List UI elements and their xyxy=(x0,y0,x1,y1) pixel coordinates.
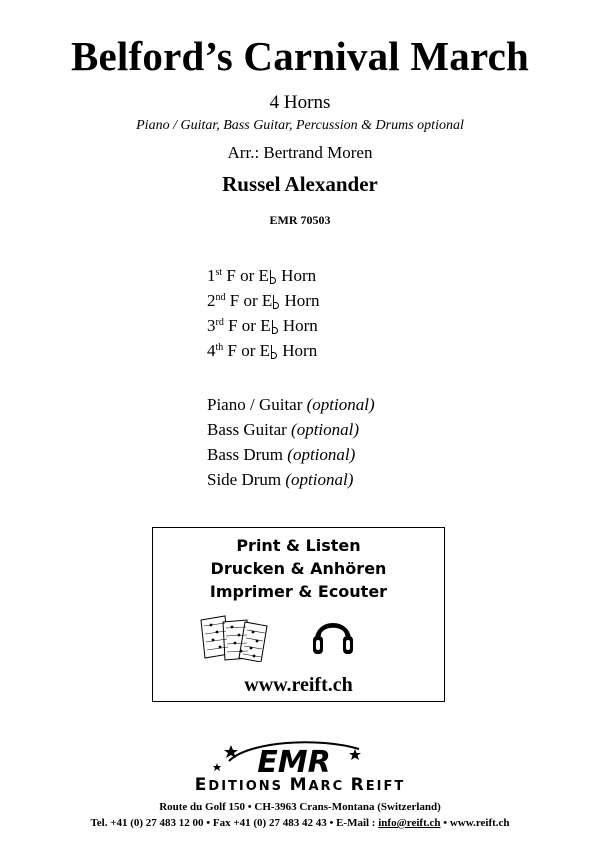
horn-part-2: 2nd F or E Horn xyxy=(207,291,320,310)
publisher-address: Route du Golf 150 • CH-3963 Crans-Montana (Switzerland) xyxy=(159,801,441,813)
promo-line-german: Drucken & Anhören xyxy=(210,559,387,578)
emr-logo-text: EMR xyxy=(257,745,331,777)
website-url: www.reift.ch xyxy=(244,674,353,696)
horn-part-4: 4th F or E Horn xyxy=(207,341,318,360)
headphones-icon xyxy=(311,612,355,658)
publisher-contact: Tel. +41 (0) 27 483 12 00 • Fax +41 (0) 27 483 42 43 • E-Mail : info@reift.ch • www.reift.ch xyxy=(90,817,510,829)
arranger: Arr.: Bertrand Moren xyxy=(227,143,373,162)
optional-part-bass-drum: Bass Drum (optional) xyxy=(207,445,356,464)
horn-part-3: 3rd F or E Horn xyxy=(207,316,318,335)
optional-part-side-drum: Side Drum (optional) xyxy=(207,470,354,489)
title: Belford’s Carnival March xyxy=(70,33,530,79)
optional-part-bass-guitar: Bass Guitar (optional) xyxy=(207,420,360,439)
print-listen-box xyxy=(152,527,445,702)
promo-line-french: Imprimer & Ecouter xyxy=(209,582,388,601)
subtitle: 4 Horns xyxy=(269,92,331,113)
promo-line-english: Print & Listen xyxy=(236,536,361,555)
publisher-name: EDITIONS MARC REIFT xyxy=(194,775,406,795)
optional-part-piano: Piano / Guitar (optional) xyxy=(207,395,375,414)
horn-part-1: 1st F or E Horn xyxy=(207,266,317,285)
optional-instruments-line: Piano / Guitar, Bass Guitar, Percussion & Drums optional xyxy=(136,118,464,133)
catalog-number: EMR 70503 xyxy=(269,213,331,227)
email-link[interactable]: info@reift.ch xyxy=(378,817,441,829)
emr-logo xyxy=(209,739,379,777)
composer: Russel Alexander xyxy=(222,172,378,196)
sheet-music-icon xyxy=(199,614,273,662)
